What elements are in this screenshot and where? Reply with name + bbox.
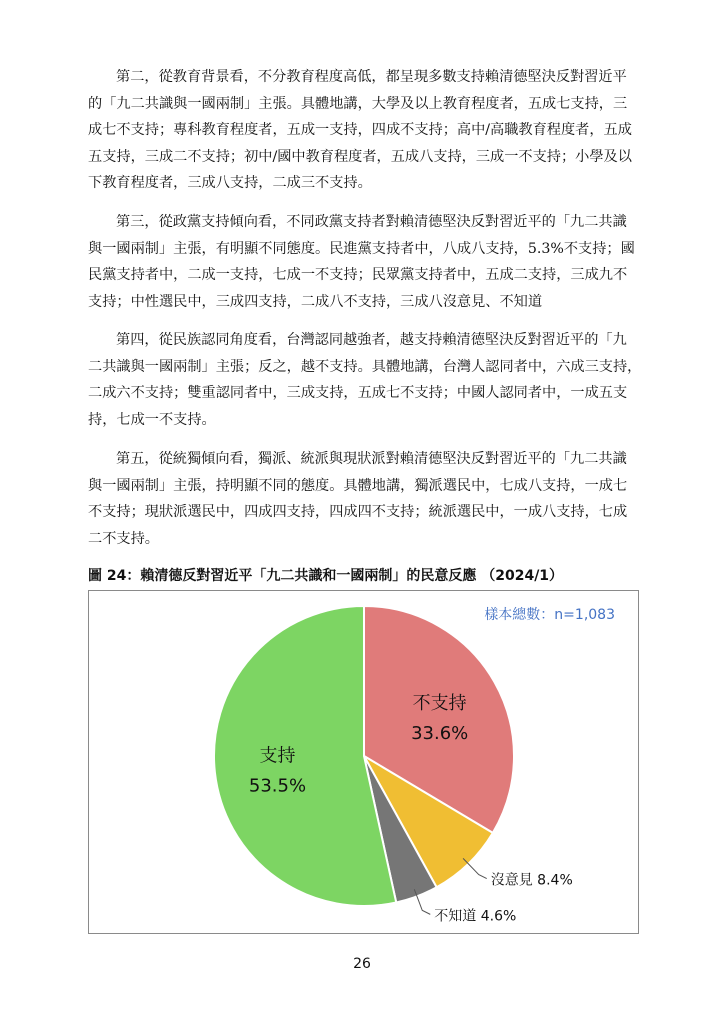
text-line: 的「九二共識與一國兩制」主張。具體地講，大學及以上教育程度者，五成七支持，三 <box>88 95 628 112</box>
text-line: 民黨支持者中，二成一支持，七成一不支持；民眾黨支持者中，五成二支持，三成九不 <box>88 267 628 283</box>
text-line: 第二，從教育背景看，不分教育程度高低，都呈現多數支持賴清德堅決反對習近平 <box>116 69 627 85</box>
text-line: 成七不支持；專科教育程度者，五成一支持，四成不支持；高中/高職教育程度者，五成 <box>88 122 632 138</box>
pie-chart <box>89 591 638 933</box>
paragraph-identity <box>88 327 644 433</box>
page-number: 26 <box>353 956 371 972</box>
text-line: 第四，從民族認同角度看，台灣認同越強者，越支持賴清德堅決反對習近平的「九 <box>116 332 627 348</box>
leader-line <box>463 858 487 878</box>
text-line: 持，七成一不支持。 <box>88 411 216 428</box>
slice-value-label: 53.5% <box>248 775 307 797</box>
text-line: 二不支持。 <box>88 530 159 547</box>
slice-outside-label: 沒意見 8.4% <box>490 872 573 889</box>
text-line: 不支持；現狀派選民中，四成四支持，四成四不支持；統派選民中，一成八支持，七成 <box>88 504 628 520</box>
text-line: 第三，從政黨支持傾向看，不同政黨支持者對賴清德堅決反對習近平的「九二共識 <box>116 214 627 230</box>
slice-label: 支持 <box>259 745 296 767</box>
text-line: 二共識與一國兩制」主張；反之，越不支持。具體地講，台灣人認同者中，六成三支持， <box>88 358 642 375</box>
paragraph-independence <box>88 446 644 552</box>
text-line: 支持；中性選民中，三成四支持，二成八不支持，三成八沒意見、不知道 <box>88 293 543 310</box>
slice-value-label: 33.6% <box>411 723 469 745</box>
text-line: 與一國兩制」主張，有明顯不同態度。民進黨支持者中，八成八支持，5.3%不支持；國 <box>88 240 635 257</box>
paragraph-education <box>88 64 644 197</box>
slice-label: 不支持 <box>412 693 467 715</box>
text-line: 下教育程度者，三成八支持，二成三不支持。 <box>88 175 372 191</box>
text-line: 五支持，三成二不支持；初中/國中教育程度者，五成八支持，三成一不支持；小學及以 <box>88 148 632 165</box>
pie-chart-frame <box>88 590 639 934</box>
text-line: 第五，從統獨傾向看，獨派、統派與現狀派對賴清德堅決反對習近平的「九二共識 <box>116 451 627 467</box>
text-line: 二成六不支持；雙重認同者中，三成支持，五成七不支持；中國人認同者中，一成五支 <box>88 385 628 401</box>
sample-size-note: 樣本總數：n=1,083 <box>484 607 615 623</box>
paragraph-party <box>88 209 644 315</box>
slice-outside-label: 不知道 4.6% <box>434 908 517 925</box>
text-line: 與一國兩制」主張，持明顯不同的態度。具體地講，獨派選民中，七成八支持，一成七 <box>88 477 628 494</box>
figure-caption: 圖 24：賴清德反對習近平「九二共識和一國兩制」的民意反應 （2024/1） <box>88 568 564 584</box>
